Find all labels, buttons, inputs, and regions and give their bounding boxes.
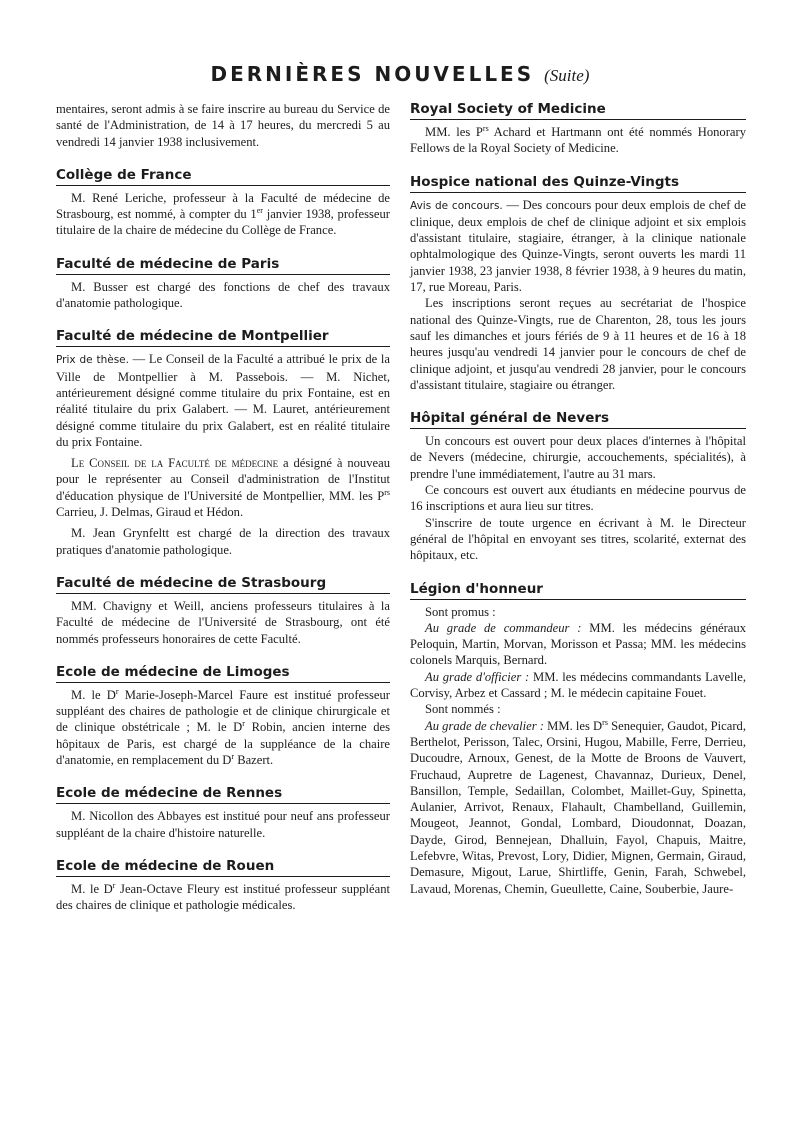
page-header bbox=[0, 62, 800, 86]
section-heading: Ecole de médecine de Rouen bbox=[56, 858, 390, 877]
continuation-text: mentaires, seront admis à se faire inscrire au bureau du Service de santé de l'Administration, de 14 à 17 heures, du mercredi 5 au vendredi 14 janvier 1938 inclusivement. bbox=[56, 102, 390, 149]
paragraph: M. Jean Grynfeltt est chargé de la direction des travaux pratiques d'anatomie pathologique. bbox=[56, 526, 390, 557]
section-ecole-limoges bbox=[56, 664, 390, 768]
section-heading: Ecole de médecine de Rennes bbox=[56, 785, 390, 804]
section-college-france bbox=[56, 167, 390, 239]
left-column bbox=[56, 101, 390, 931]
section-faculte-strasbourg bbox=[56, 575, 390, 647]
section-heading: Faculté de médecine de Paris bbox=[56, 256, 390, 275]
paragraph: M. René Leriche, professeur à la Faculté de médecine de Strasbourg, est nommé, à compter du 1er janvier 1938, professeur titulaire de la chaire de médecine du Collège de France. bbox=[56, 190, 390, 238]
paragraph: Les inscriptions seront reçues au secrétariat de l'hospice national des Quinze-Vingts, rue de Charenton, 28, tous les jours sauf les dimanches et jours fériés de 9 à 11 heures et de 16 à 18 heures jusqu'au vendredi 14 janvier pour le concours de chef de clinique adjoint, et jusqu'au vendredi 28 janvier, pour le concours d'assistant titulaire, stagiaire ou étranger. bbox=[410, 296, 746, 392]
section-heading: Collège de France bbox=[56, 167, 390, 186]
paragraph: Un concours est ouvert pour deux places d'internes à l'hôpital de Nevers (médecine, chirurgie, accouchements, spécialités), à prendre l'une immédiatement, l'autre au 31 mars. bbox=[410, 434, 746, 481]
paragraph: S'inscrire de toute urgence en écrivant à M. le Directeur général de l'hôpital en envoyant ses titres, scolarité, externat des hôpitaux, etc. bbox=[410, 515, 746, 563]
page-subtitle: (Suite) bbox=[544, 66, 590, 85]
section-legion-honneur bbox=[410, 581, 746, 897]
section-heading: Légion d'honneur bbox=[410, 581, 746, 600]
paragraph: M. Busser est chargé des fonctions de chef des travaux d'anatomie pathologique. bbox=[56, 279, 390, 311]
section-ecole-rennes bbox=[56, 785, 390, 841]
section-heading: Ecole de médecine de Limoges bbox=[56, 664, 390, 683]
paragraph: Au grade d'officier : MM. les médecins commandants Lavelle, Corvisy, Arbez et Cassard ; M. le médecin capitaine Fouet. bbox=[410, 669, 746, 701]
paragraph: M. le $D^r$ Jean-Octave Fleury est institué professeur suppléant des chaires de clinique et pathologie médicales. bbox=[56, 880, 391, 913]
section-heading: Faculté de médecine de Strasbourg bbox=[56, 575, 390, 594]
continuation-section bbox=[56, 101, 390, 150]
paragraph: Le Conseil de la Faculté de médecine a désigné à nouveau pour le représenter au Conseil d'administration de l'Institut d'éducation physique de l'Université de Montpellier, MM. les $P^{rs}$ Carrieu, J. Delmas, Giraud et Hédon. bbox=[56, 456, 390, 520]
section-royal-society bbox=[410, 101, 746, 157]
section-ecole-rouen bbox=[56, 858, 390, 914]
paragraph: Avis de concours. — Des concours pour deux emplois de chef de clinique, deux emplois de chef de clinique adjoint et six emplois d'assistant titulaire, stagiaire, étranger, à la clinique nationale ophtalmologique des Quinze-Vingts, seront ouverts les mardi 11 janvier 1938, 23 janvier 1938, 8 février 1938, à 9 heures du matin, 17, rue Moreau, Paris. bbox=[410, 197, 746, 295]
right-column bbox=[410, 101, 746, 914]
section-heading: Hôpital général de Nevers bbox=[410, 410, 746, 429]
section-faculte-montpellier bbox=[56, 328, 390, 558]
paragraph: M. Nicollon des Abbayes est institué pour neuf ans professeur suppléant de la chaire d'histoire naturelle. bbox=[56, 809, 390, 840]
paragraph: Ce concours est ouvert aux étudiants en médecine pourvus de 16 inscriptions et aura lieu sur titres. bbox=[410, 483, 746, 514]
section-heading: Faculté de médecine de Montpellier bbox=[56, 328, 390, 347]
section-hopital-nevers bbox=[410, 410, 746, 563]
paragraph: M. le $D^r$ Marie-Joseph-Marcel Faure est institué professeur suppléant des chaires de pathologie et de clinique chirurgicale et de clinique obstétricale ; M. le $D^r$ Robin, ancien interne des hôpitaux de Paris, est chargé de la suppléance de la chaire d'anatomie, en remplacement du $D^r$ Bazert. bbox=[56, 686, 390, 768]
paragraph: MM. Chavigny et Weill, anciens professeurs titulaires à la Faculté de médecine de l'Université de Strasbourg, ont été nommés professeurs honoraires de cette Faculté. bbox=[56, 598, 390, 646]
page-title: DERNIÈRES NOUVELLES bbox=[210, 62, 535, 86]
paragraph: Sont nommés : bbox=[425, 702, 501, 717]
section-heading: Royal Society of Medicine bbox=[410, 101, 746, 120]
paragraph: Au grade de chevalier : MM. les $D^{rs}$ Senequier, Gaudot, Picard, Berthelot, Perisson, Talec, Orsini, Hugou, Mabille, Ferre, Derrieu, Ducoudre, Arnoux, Genest, de la Motte de Broons de Vauvert, Fruchaud, Aupretre de Lagenest, Chavannaz, Durieux, Denel, Bansillon, Temple, Sedaillan, Colombet, Maillet-Guy, Spinetta, Aulanier, Arrivot, Renaux, Flahault, Chambelland, Guillemin, Mougeot, Jeannot, Gondal, Lombard, Dioudonnat, Doazan, Dayde, Girod, Bennejean, Dhalluin, Fayol, Chapuis, Maitre, Lefebvre, Witas, Prevost, Lory, Didier, Mignen, Germain, Giraud, Demasure, Migout, Larue, Shirtliffe, Genin, Farah, Schwebel, Lavaud, Morenas, Chemin, Gueullette, Caine, Souberbie, Jaure- bbox=[410, 717, 746, 896]
paragraph: MM. les $P^{rs}$ Achard et Hartmann ont été nommés Honorary Fellows de la Royal Society of Medicine. bbox=[410, 123, 746, 156]
section-heading: Hospice national des Quinze-Vingts bbox=[410, 174, 746, 193]
paragraph: Prix de thèse. — Le Conseil de la Faculté a attribué le prix de la Ville de Montpellier à M. Passebois. — M. Nichet, antérieurement désigné comme titulaire du prix Fontaine, est en réalité titulaire du prix Galabert. — M. Lauret, antérieurement désigné comme titulaire du prix Galabert, est en réalité titulaire du prix Fontaine. bbox=[56, 352, 390, 449]
paragraph: Sont promus : bbox=[425, 604, 496, 619]
paragraph: Au grade de commandeur : MM. les médecins généraux Peloquin, Martin, Morvan, Morisson et Passa; MM. les médecins colonels Marquis, Bernard. bbox=[410, 620, 746, 668]
section-faculte-paris bbox=[56, 256, 390, 312]
section-quinze-vingts bbox=[410, 174, 746, 394]
